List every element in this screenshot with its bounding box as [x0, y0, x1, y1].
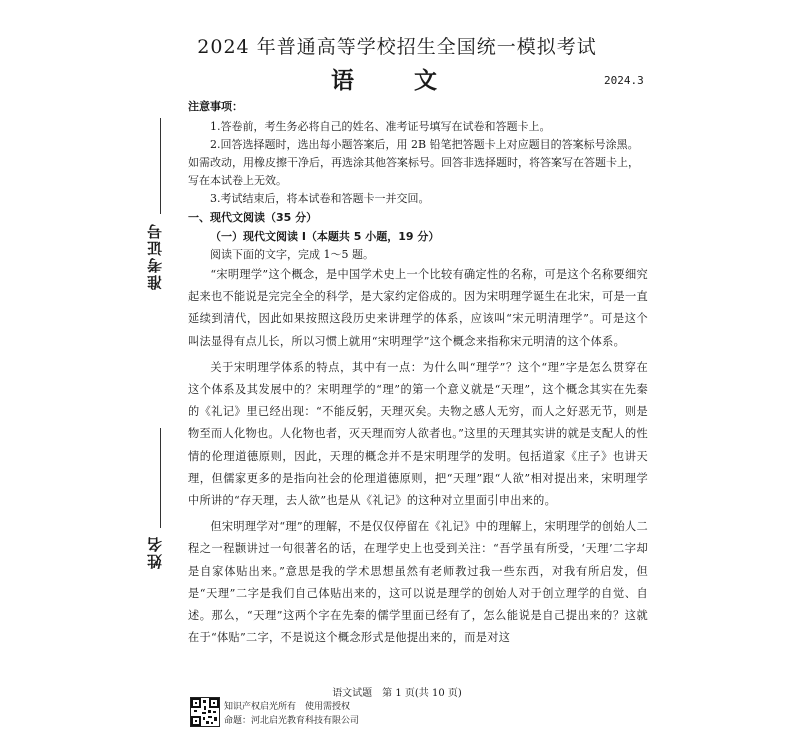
publisher-line: 命题：河北启光教育科技有限公司: [224, 716, 360, 726]
notice-heading: 注意事项：: [188, 100, 243, 113]
notice-item: 3.考试结束后，将本试卷和答题卡一并交回。: [210, 192, 430, 205]
page-number: 语文试题 第 1 页(共 10 页): [332, 688, 462, 699]
exam-date: 2024.3: [604, 74, 644, 87]
passage-paragraph: “宋明理学”这个概念，是中国学术史上一个比较有确定性的名称，可是这个名称要细究起来也不能说是完完全全的科学，是大家约定俗成的。因为宋明理学诞生在北宋，可是一直延续到清代，因此如果按照这段历史来讲理学的体系，应该叫“宋元明清理学”。可是这个叫法显得有点儿长，所以习惯上就用“宋明理学”这个概念来指称宋元明清的这个体系。: [188, 268, 648, 348]
qr-code-icon: [190, 697, 220, 727]
notice-item: 2.回答选择题时，选出每小题答案后，用 2B 铅笔把答题卡上对应题目的答案标号涂黑。如需改动，用橡皮擦干净后，再选涂其他答案标号。回答非选择题时，将答案写在答题卡上，写在本试卷上无效。: [188, 138, 639, 187]
name-blank-line: [160, 428, 161, 528]
passage-paragraph: 但宋明理学对“理”的理解，不是仅仅停留在《礼记》中的理解上，宋明理学的创始人二程之一程颢讲过一句很著名的话，在理学史上也受到关注：“吾学虽有所受，‘天理’二字却是自家体贴出来。”意思是我的学术思想虽然有老师教过我一些东西，对我有所启发，但是“天理”二字是我们自己体贴出来的，这可以说是理学的创始人对于创立理学的自觉、自述。那么，“天理”这两个字在先秦的儒学里面已经有了，怎么能说是自己提出来的？这就在于“体贴”二字，不是说这个概念形式是他提出来的，而是对这: [188, 520, 648, 645]
copyright-notice: [224, 700, 359, 728]
notice-item: 1.答卷前，考生务必将自己的姓名、准考证号填写在试卷和答题卡上。: [210, 120, 551, 133]
exam-title: 2024 年普通高等学校招生全国统一模拟考试: [197, 36, 597, 58]
reading-instruction: 阅读下面的文字，完成 1～5 题。: [210, 248, 374, 261]
exam-number-blank-line: [160, 118, 161, 214]
section-heading: 一、现代文阅读（35 分）: [188, 211, 318, 224]
exam-content: [188, 98, 648, 653]
exam-number-label: 准考证号: [146, 222, 164, 290]
subsection-heading: （一）现代文阅读 Ⅰ（本题共 5 小题，19 分）: [210, 230, 440, 243]
name-label: 姓名: [146, 535, 164, 569]
passage-paragraph: 关于宋明理学体系的特点，其中有一点：为什么叫“理学”？这个“理”字是怎么贯穿在这个体系及其发展中的？宋明理学的“理”的第一个意义就是“天理”，这个概念其实在先秦的《礼记》里已经出现：“不能反躬，天理灭矣。夫物之感人无穷，而人之好恶无节，则是物至而人化物也。人化物也者，灭天理而穷人欲者也。”这里的天理其实讲的就是支配人的性情的伦理道德原则，因此，天理的概念并不是宋明理学的发明。包括道家《庄子》也讲天理，但儒家更多的是指向社会的伦理道德原则，把“天理”跟“人欲”相对提出来，宋明理学中所讲的“存天理，去人欲”也是从《礼记》的这种对立里面引申出来的。: [188, 360, 648, 508]
subject-title: 语 文: [330, 68, 463, 94]
copyright-line: 知识产权启光所有 使用需授权: [224, 702, 351, 712]
